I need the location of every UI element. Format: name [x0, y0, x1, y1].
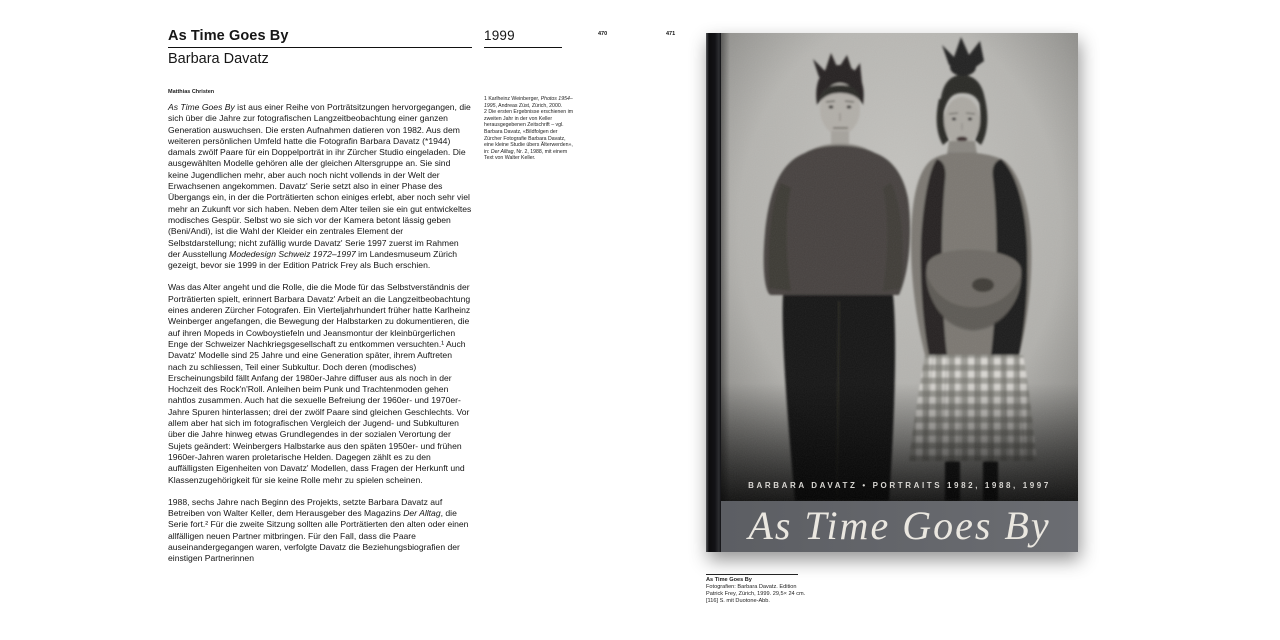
caption-line-1: Fotografien: Barbara Davatz. Edition	[706, 584, 797, 590]
article-column	[168, 28, 472, 576]
footnote-2: 2 Die ersten Ergebnisse erschienen im zweiten Jahr in der von Keller herausgegebenen Zeitschrift – vgl. Barbara Davatz, «Bildfolgen der Zürcher Fotografie Barbara Davatz, eine kleine Studie übers Älterwerden», in: Der Alltag, Nr. 2, 1988, mit einem Text von Walter Keller.	[484, 109, 574, 162]
article-body	[168, 102, 472, 565]
book-cover	[706, 33, 1078, 552]
year-marker: 1999	[484, 28, 515, 43]
year-rule	[484, 47, 562, 48]
year-column	[484, 28, 580, 162]
title-rule	[168, 47, 472, 48]
cover-photo-illustration	[721, 33, 1078, 501]
cover-title-band	[721, 501, 1078, 552]
caption-line-2: Patrick Frey, Zürich, 1999. 29,5× 24 cm.	[706, 591, 806, 597]
caption-title: As Time Goes By	[706, 577, 752, 583]
paragraph-3: 1988, sechs Jahre nach Beginn des Projekts, setzte Barbara Davatz auf Betreiben von Walter Keller, dem Herausgeber des Magazins Der Alltag, die Serie fort.² Für die zweite Sitzung sollten alle Porträtierten den alten oder einen allfälligen neuen Partner mitbringen. Für den Fall, dass die Paare auseinandergegangen waren, verfolgte Davatz die Beziehungsbiografien der einstigen Partnerinnen	[168, 496, 469, 564]
article-title: As Time Goes By	[168, 28, 289, 44]
paragraph-2: Was das Alter angeht und die Rolle, die die Mode für das Selbstverständnis der Porträtierten spielt, erinnert Barbara Davatz' Arbeit an die Langzeitbeobachtung eines anderen Zürcher Fotografen. Ein Vierteljahrhundert früher hatte Karlheinz Weinberger angefangen, die Bewegung der Halbstarken zu dokumentieren, die auf ihren Mopeds in Cowboystiefeln und Jeansmontur der kleinbürgerlichen Enge der Schweizer Nachkriegsgesellschaft zu entkommen versuchten.¹ Auch Davatz' Modelle sind 25 Jahre und eine Generation später, ihrem Auftreten nach zu schliessen, Teil einer Subkultur. Doch deren (modisches) Erscheinungsbild fällt Anfang der 1980er-Jahre diffuser aus als noch in der Hochzeit des Rock'n'Roll. Anleihen beim Punk und Trachtenmoden gehen nahtlos zusammen. Auch hat die sexuelle Befreiung der 1960er- und 1970er-Jahre Spuren hinterlassen; drei der zwölf Paare sind gleichen Geschlechts. Vor allem aber hat sich im fotografischen Vergleich der Jugend- und Subkulturen über die Jahre hinweg etwas Grundlegendes in der sozialen Verortung der Sujets geändert: Weinbergers Halbstarke aus den späten 1950er- und frühen 1960er-Jahren waren proletarische Helden. Dagegen zählt es zu den auffälligsten Eigenheiten von Davatz' Modellen, dass Fragen der Herkunft und Klassenzugehörigkeit für sie keine Rolle mehr zu spielen scheinen.	[168, 282, 471, 485]
book-cover-photo	[721, 33, 1078, 501]
caption-rule	[706, 574, 798, 575]
book-caption	[706, 574, 846, 605]
page-number-left: 470	[598, 31, 608, 37]
book-spine	[706, 33, 721, 552]
paragraph-1: As Time Goes By ist aus einer Reihe von Porträtsitzungen hervorgegangen, die sich über die Jahre zur fotografischen Langzeitbeobachtung einer ganzen Generation auswuchsen. Die ersten Aufnahmen datieren von 1982. Aus dem weiteren persönlichen Umfeld hatte die Fotografin Barbara Davatz (*1944) damals zwölf Paare für ein Doppelporträt in ihr Zürcher Studio eingeladen. Die ausgewählten Modelle gehören alle der gleichen Altersgruppe an. Sie sind keine Jugendlichen mehr, aber auch noch nicht vollends in der Welt der Erwachsenen angekommen. Davatz' Serie setzt also in einer Phase des Übergangs ein, in der die Porträtierten schon einiges erlebt, aber noch sehr viel mehr an Zukunft vor sich haben. Neben dem Alter teilen sie ein gut entwickeltes modisches Gespür. Selbst wo sie sich vor der Kamera betont lässig geben (Beni/Andi), ist die Wahl der Kleider ein zentrales Element der Selbstdarstellung; nicht zufällig wurde Davatz' Serie 1997 zuerst im Rahmen der Ausstellung Modedesign Schweiz 1972–1997 im Landesmuseum Zürich gezeigt, bevor sie 1999 in der Edition Patrick Frey als Buch erschien.	[168, 102, 472, 271]
article-byline: Matthias Christen	[168, 89, 215, 95]
article-author: Barbara Davatz	[168, 51, 269, 67]
book-cover-front	[721, 33, 1078, 552]
cover-credit-line: BARBARA DAVATZ • PORTRAITS 1982, 1988, 1997	[748, 481, 1051, 490]
footnote-1: 1 Karlheinz Weinberger, Photos 1954–1995, Andreas Züst, Zürich, 2000.	[484, 96, 573, 109]
cover-title: As Time Goes By	[748, 503, 1051, 548]
page-number-right: 471	[666, 31, 676, 37]
footnotes	[484, 96, 576, 162]
caption-line-3: [116] S. mit Duotone-Abb.	[706, 598, 770, 604]
